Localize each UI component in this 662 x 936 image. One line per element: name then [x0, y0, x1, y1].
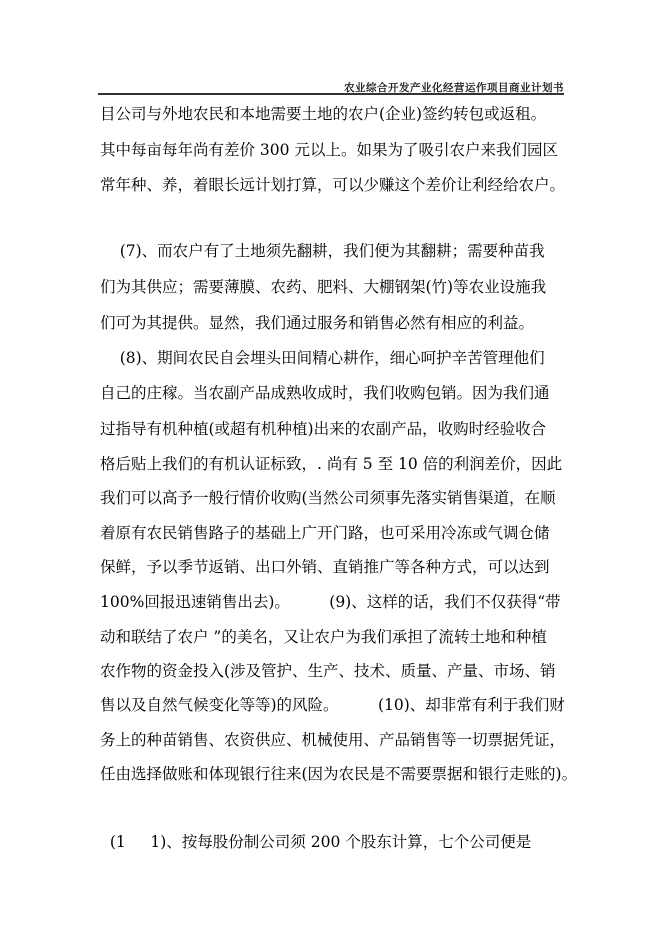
text-line: 售以及自然气候变化等等)的风险。 (10)、却非常有利于我们财 [100, 696, 565, 714]
text-line: (8)、期间农民自会埋头田间精心耕作，细心呵护辛苦管理他们 [100, 349, 545, 367]
page-header-title: 农业综合开发产业化经营运作项目商业计划书 [344, 82, 564, 94]
text-line: 农作物的资金投入(涉及管护、生产、技术、质量、产量、市场、销 [100, 662, 556, 680]
text-line: (1 1)、按每股份制公司须 200 个股东计算，七个公司便是 [100, 833, 532, 851]
text-line: 任由选择做账和体现银行往来(因为农民是不需要票据和银行走账的)。 [100, 765, 578, 783]
text-line: 务上的种苗销售、农资供应、机械使用、产品销售等一切票据凭证， [100, 731, 566, 749]
text-line: 动和联结了农户 ”的美名，又让农户为我们承担了流转土地和种植 [100, 628, 547, 646]
text-line: 着原有农民销售路子的基础上广开门路，也可采用冷冻或气调仓储 [100, 524, 550, 542]
text-line: 格后贴上我们的有机认证标致，. 尚有 5 至 10 倍的利润差价，因此 [100, 455, 563, 473]
text-line: 过指导有机种植(或超有机种植)出来的农副产品，收购时经验收合 [100, 420, 547, 438]
text-line: (7)、而农户有了土地须先翻耕，我们便为其翻耕；需要种苗我 [100, 242, 545, 260]
text-line: 们可为其提供。显然，我们通过服务和销售必然有相应的利益。 [100, 314, 535, 332]
text-line: 自己的庄稼。当农副产品成熟收成时，我们收购包销。因为我们通 [100, 384, 550, 402]
text-line: 其中每亩每年尚有差价 300 元以上。如果为了吸引农户来我们园区 [100, 141, 558, 159]
text-line: 常年种、养，着眼长远计划打算，可以少赚这个差价让利经给农户。 [100, 176, 566, 194]
text-line: 我们可以高予一般行情价收购(当然公司须事先落实销售渠道，在顺 [100, 489, 556, 507]
text-line: 们为其供应；需要薄膜、农药、肥料、大棚钢架(竹)等农业设施我 [100, 278, 547, 296]
text-line: 保鲜，予以季节返销、出口外销、直销推广等各种方式，可以达到 [100, 558, 550, 576]
text-line: 100%回报迅速销售出去)。 (9)、这样的话，我们不仅获得“带 [100, 593, 561, 611]
text-line: 目公司与外地农民和本地需要土地的农户(企业)签约转包或返租。 [100, 105, 547, 123]
header-rule [98, 93, 564, 95]
